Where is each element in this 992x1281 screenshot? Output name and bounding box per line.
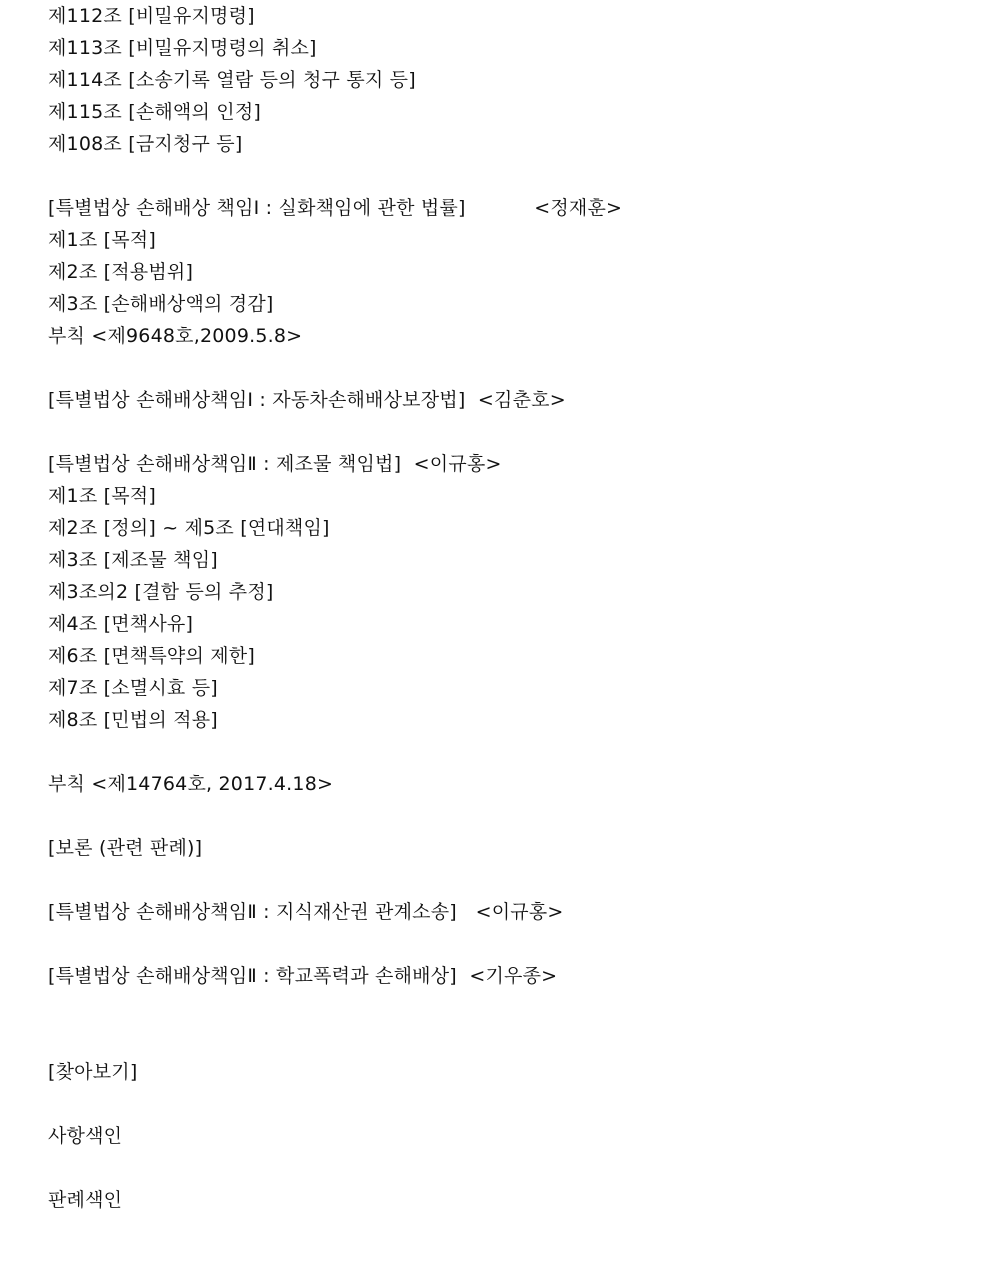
text-line: 제2조 [적용범위]	[48, 261, 194, 283]
section-heading: [특별법상 손해배상책임Ⅱ : 제조물 책임법] <이규홍>	[48, 453, 502, 475]
text-line: 제8조 [민법의 적용]	[48, 709, 218, 731]
text-line: 제115조 [손해액의 인정]	[48, 101, 262, 123]
index-entry: 사항색인	[48, 1125, 123, 1147]
spacer	[48, 1152, 968, 1184]
spacer	[48, 1088, 968, 1120]
text-line: 제3조의2 [결함 등의 추정]	[48, 581, 274, 603]
text-line: 제1조 [목적]	[48, 229, 156, 251]
text-line: 제3조 [손해배상액의 경감]	[48, 293, 274, 315]
document-body	[48, 0, 968, 1216]
text-line: 제7조 [소멸시효 등]	[48, 677, 218, 699]
section-heading: [보론 (관련 판례)]	[48, 837, 203, 859]
section-heading: [특별법상 손해배상책임Ⅱ : 학교폭력과 손해배상] <기우종>	[48, 965, 558, 987]
spacer	[48, 928, 968, 960]
text-line: 부칙 <제9648호,2009.5.8>	[48, 325, 303, 347]
index-entry: 판례색인	[48, 1189, 123, 1211]
section-heading: [찾아보기]	[48, 1061, 138, 1083]
text-line: 제1조 [목적]	[48, 485, 156, 507]
text-line: 제114조 [소송기록 열람 등의 청구 통지 등]	[48, 69, 416, 91]
text-line: 부칙 <제14764호, 2017.4.18>	[48, 773, 334, 795]
spacer	[48, 352, 968, 384]
text-line: 제6조 [면책특약의 제한]	[48, 645, 255, 667]
text-line: 제2조 [정의] ~ 제5조 [연대책임]	[48, 517, 330, 539]
section-heading: [특별법상 손해배상책임Ⅱ : 지식재산권 관계소송] <이규홍>	[48, 901, 564, 923]
spacer	[48, 992, 968, 1056]
spacer	[48, 416, 968, 448]
text-line: 제108조 [금지청구 등]	[48, 133, 243, 155]
text-line: 제4조 [면책사유]	[48, 613, 194, 635]
section-heading: [특별법상 손해배상 책임Ⅰ : 실화책임에 관한 법률] <정재훈>	[48, 197, 623, 219]
section-heading: [특별법상 손해배상책임Ⅰ : 자동차손해배상보장법] <김춘호>	[48, 389, 566, 411]
text-line: 제112조 [비밀유지명령]	[48, 5, 255, 27]
spacer	[48, 864, 968, 896]
spacer	[48, 736, 968, 768]
text-line: 제3조 [제조물 책임]	[48, 549, 218, 571]
spacer	[48, 160, 968, 192]
text-line: 제113조 [비밀유지명령의 취소]	[48, 37, 317, 59]
spacer	[48, 800, 968, 832]
